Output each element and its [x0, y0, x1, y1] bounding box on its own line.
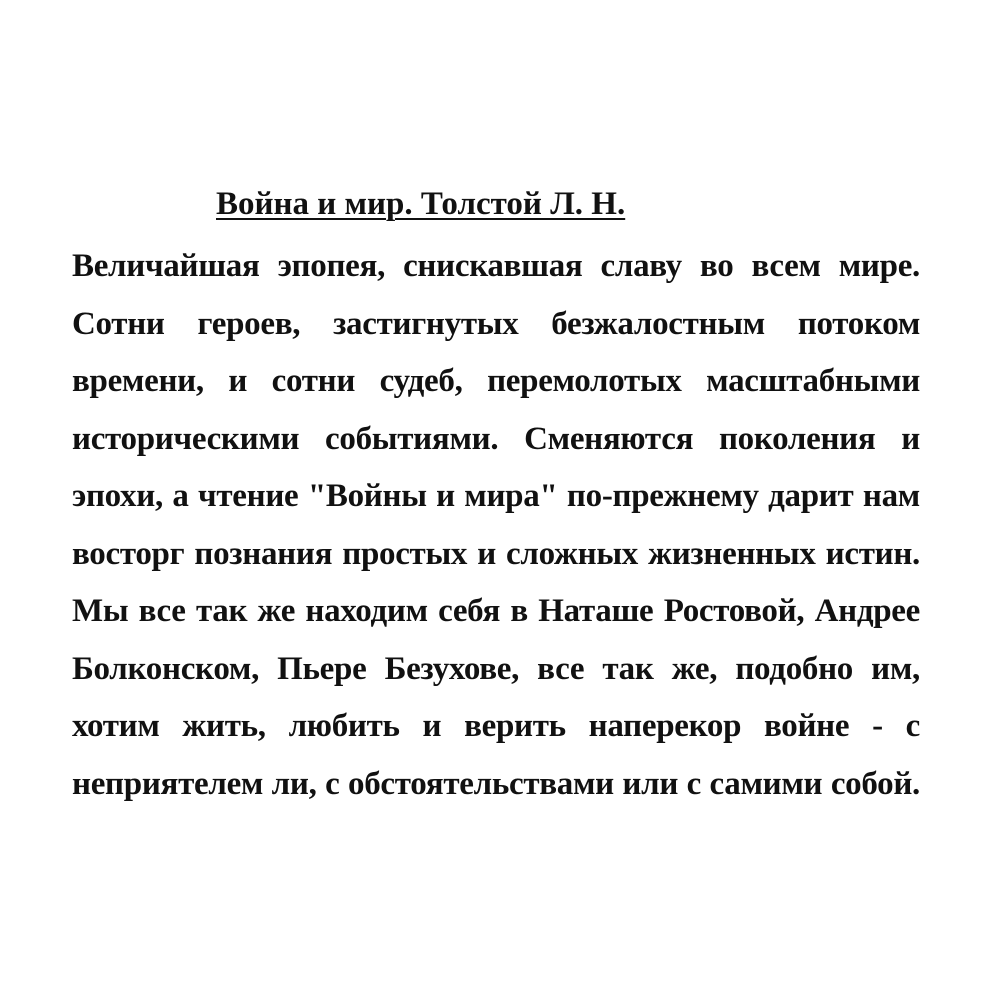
description-paragraph [72, 244, 920, 819]
text-line: Величайшая эпопея, снискавшая славу во всем мире. [72, 248, 920, 284]
text-line: хотим жить, любить и верить наперекор войне - с [72, 708, 920, 744]
text-line: восторг познания простых и сложных жизненных истин. [72, 535, 920, 572]
document-title: Война и мир. Толстой Л. Н. [216, 186, 626, 222]
text-line: неприятелем ли, с обстоятельствами или с самими собой. [72, 765, 920, 802]
text-line: Мы все так же находим себя в Наташе Ростовой, Андрее [72, 593, 920, 629]
text-line: времени, и сотни судеб, перемолотых масштабными [72, 363, 920, 399]
text-line: эпохи, а чтение "Войны и мира" по-прежнему дарит нам [72, 478, 920, 514]
text-line: Сотни героев, застигнутых безжалостным потоком [72, 305, 920, 342]
text-line: историческими событиями. Сменяются поколения и [72, 420, 920, 457]
text-line: Болконском, Пьере Безухове, все так же, подобно им, [72, 650, 920, 687]
